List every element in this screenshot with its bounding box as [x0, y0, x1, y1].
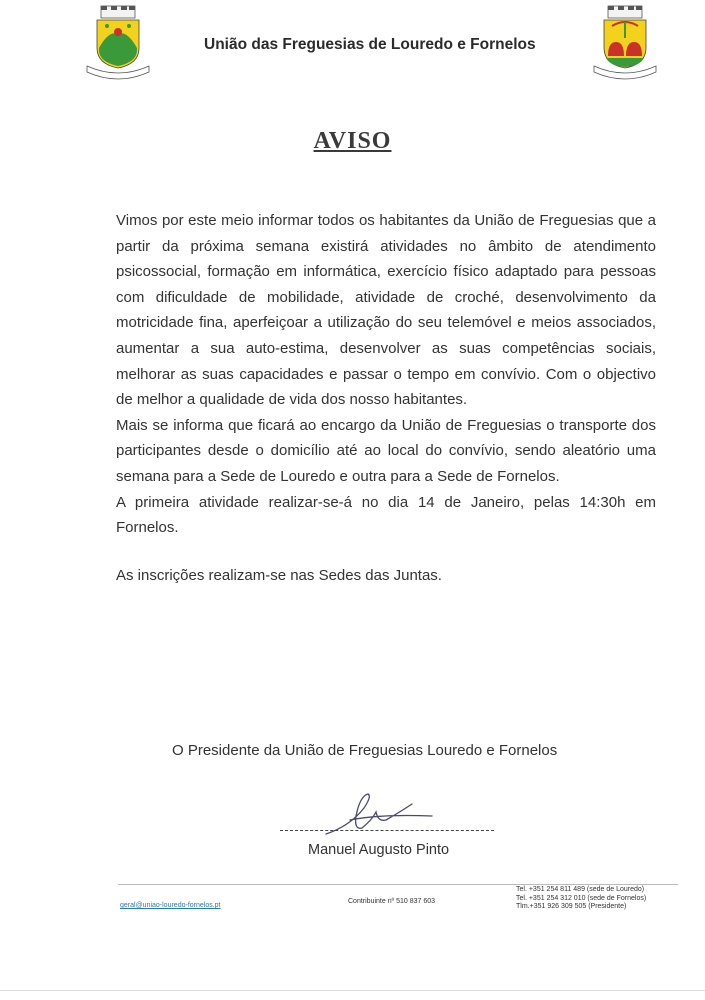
handwritten-signature [320, 790, 440, 840]
organization-name: União das Freguesias de Louredo e Fornelos [204, 36, 536, 53]
notice-title [0, 128, 705, 155]
fornelos-crest-logo [590, 4, 660, 80]
body-paragraph-4: As inscrições realizam-se nas Sedes das Juntas. [116, 566, 442, 584]
signoff-line: O Presidente da União de Freguesias Louredo e Fornelos [172, 742, 558, 759]
footer-divider [118, 884, 678, 885]
contact-president: Tlm.+351 926 309 505 (Presidente) [516, 903, 627, 910]
body-paragraph-3: A primeira atividade realizar-se-á no dia 14 de Janeiro, pelas 14:30h em Fornelos. [116, 493, 656, 537]
notice-body [116, 208, 656, 588]
notice-title-text: AVISO [313, 128, 392, 154]
signature-line [280, 830, 494, 831]
contact-fornelos: Tel. +351 254 312 010 (sede de Fornelos) [516, 894, 647, 902]
contact-louredo: Tel. +351 254 811 489 (sede de Louredo) [516, 886, 645, 893]
page-bottom-edge [0, 990, 705, 991]
footer-email-link[interactable]: geral@uniao-louredo-fornelos.pt [120, 902, 221, 909]
footer-tax-number: Contribuinte nº 510 837 603 [348, 898, 436, 905]
signer-name: Manuel Augusto Pinto [308, 842, 450, 858]
body-paragraph-1: Vimos por este meio informar todos os habitantes da União de Freguesias que a partir da próxima semana existirá atividades no âmbito de atendimento psicossocial, formação em informática, exercício físico adaptado para pessoas com dificuldade de mobilidade, atividade de croché, desenvolvimento da motricidade fina, aperfeiçoar a utilização do seu telemóvel e meios associados, aumentar a sua auto-estima, desenvolver as suas competências sociais, melhorar as suas capacidades e passar o tempo em convívio. Com o objectivo de melhor a qualidade de vida dos nosso habitantes. [116, 212, 656, 409]
louredo-crest-logo [83, 4, 153, 80]
body-paragraph-2: Mais se informa que ficará ao encargo da União de Freguesias o transporte dos participantes desde o domicílio até ao local do convívio, sendo aleatório uma semana para a Sede de Louredo e outra para a Sede de Fornelos. [116, 416, 656, 485]
footer-contacts [516, 886, 646, 912]
